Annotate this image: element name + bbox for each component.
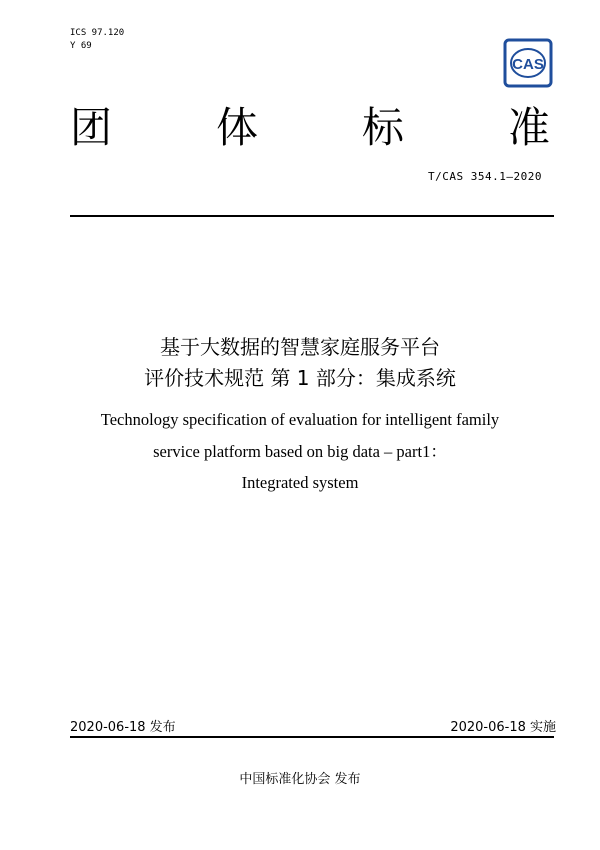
logo-text: CAS xyxy=(512,56,544,73)
top-divider xyxy=(70,215,554,217)
heading-char: 标 xyxy=(361,103,404,152)
english-title-line: Integrated system xyxy=(241,473,359,492)
bottom-divider xyxy=(70,736,554,738)
standard-type-heading xyxy=(70,103,550,153)
implementation-date: 2020-06-18 实施 xyxy=(450,720,556,735)
heading-char: 团 xyxy=(70,103,113,152)
english-title xyxy=(40,404,560,499)
english-title-line: Technology specification of evaluation for intelligent family xyxy=(100,410,500,429)
heading-char: 体 xyxy=(215,103,258,152)
chinese-title-line: 评价技术规范 第 1 部分：集成系统 xyxy=(144,366,456,390)
ics-code: ICS 97.120 xyxy=(70,28,125,38)
chinese-title-line: 基于大数据的智慧家庭服务平台 xyxy=(160,335,440,359)
chinese-title xyxy=(60,332,540,394)
classification-codes xyxy=(70,27,124,53)
heading-char: 准 xyxy=(507,103,550,152)
english-title-line: service platform based on big data – part1： xyxy=(153,441,447,461)
issue-date: 2020-06-18 发布 xyxy=(70,720,176,735)
ccs-code: Y 69 xyxy=(70,41,92,51)
standard-number: T/CAS 354.1—2020 xyxy=(428,170,542,183)
publisher: 中国标准化协会 发布 xyxy=(239,772,361,787)
cas-logo xyxy=(503,38,553,88)
